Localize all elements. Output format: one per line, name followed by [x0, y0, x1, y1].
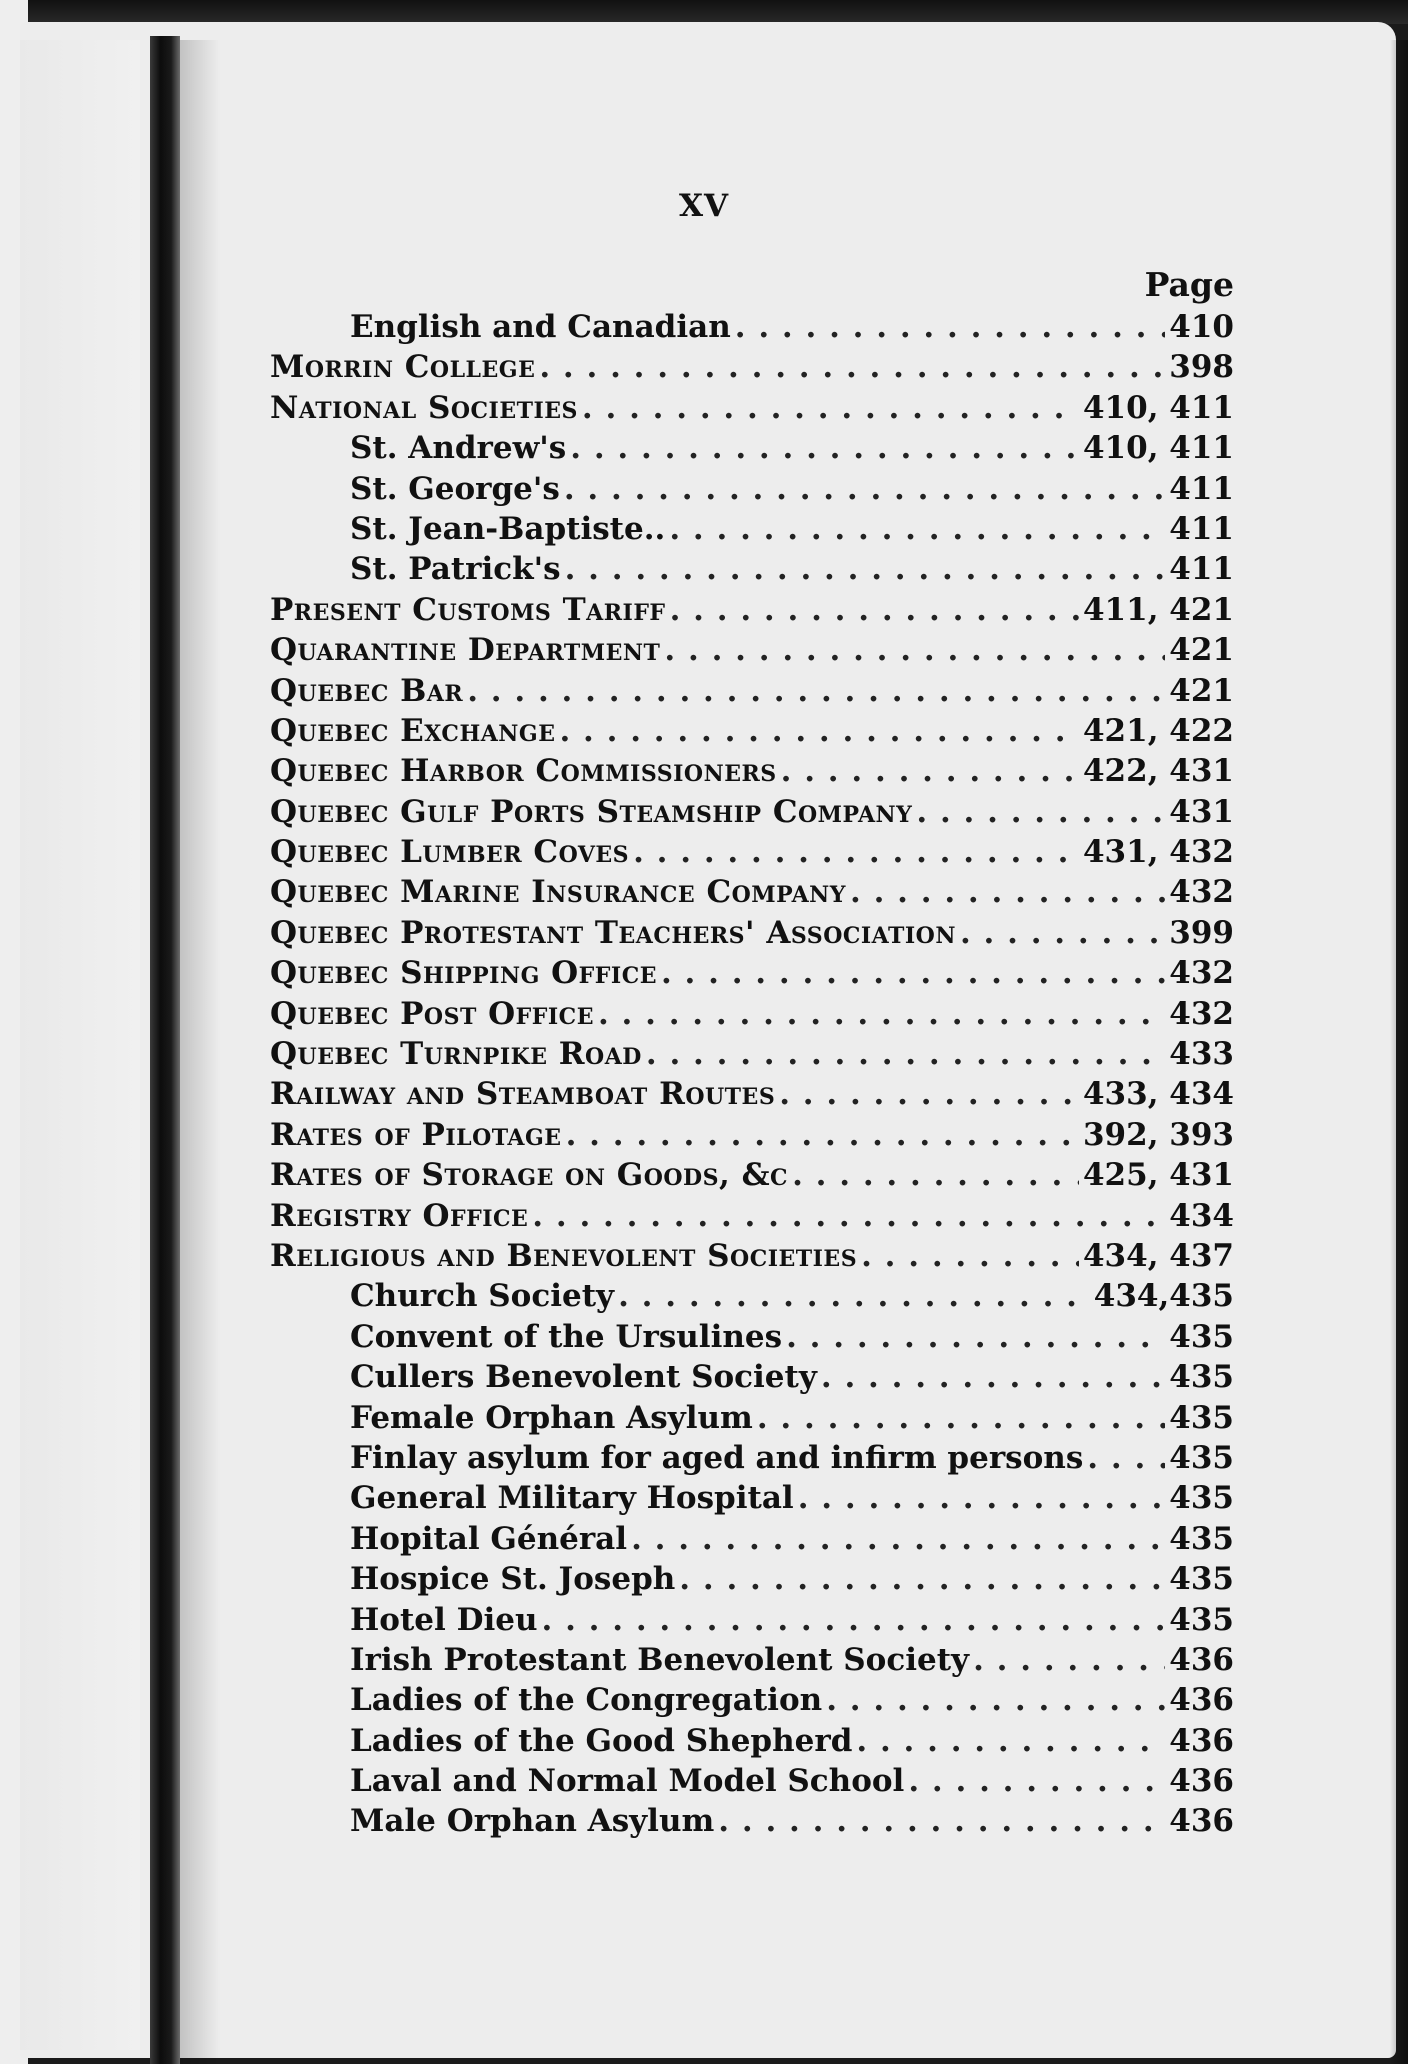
index-entry [270, 1196, 1234, 1236]
index-entry-page: 425, 431 [1082, 1157, 1234, 1194]
index-entry-page: 435 [1169, 1439, 1234, 1476]
index-entry-title: Religious and Benevolent Societies [270, 1237, 858, 1274]
dot-leader [532, 1196, 1165, 1236]
dot-leader [559, 711, 1079, 751]
index-entry-title: Laval and Normal Model School [350, 1763, 905, 1800]
index-entry-title: Hopital Général [350, 1520, 628, 1557]
index-entry [270, 1155, 1234, 1195]
dot-leader [798, 1478, 1166, 1518]
index-entry-page: 436 [1169, 1803, 1234, 1840]
index-entry-page: 410, 411 [1082, 389, 1234, 426]
dot-leader [916, 792, 1165, 832]
dot-leader [1087, 1438, 1165, 1478]
dot-leader [718, 1801, 1165, 1841]
index-entry-title: Quebec Bar [270, 672, 464, 709]
dot-leader [598, 994, 1165, 1034]
index-entry-page: 436 [1169, 1682, 1234, 1719]
index-entry-title: St. Jean-Baptiste.. [350, 510, 666, 547]
index-entry-page: 421, 422 [1082, 712, 1234, 749]
index-entry-title: Hospice St. Joseph [350, 1561, 676, 1598]
index-entry-page: 398 [1169, 349, 1234, 386]
index-entry-page: 435 [1169, 1399, 1234, 1436]
dot-leader [582, 388, 1079, 428]
index-entry-title: Morrin College [270, 349, 536, 386]
dot-leader [786, 1317, 1165, 1357]
index-entry-title: Quebec Turnpike Road [270, 1036, 642, 1073]
index-entry-title: Ladies of the Congregation [350, 1682, 823, 1719]
index-entry [270, 469, 1234, 509]
dot-leader [467, 671, 1165, 711]
index-entry-page: 431 [1169, 793, 1234, 830]
dot-leader [973, 1640, 1165, 1680]
dot-leader [861, 1236, 1079, 1276]
dot-leader [757, 1398, 1165, 1438]
index-entry [270, 1761, 1234, 1801]
index-entry-title: Quebec Shipping Office [270, 955, 657, 992]
index-entry-title: Quebec Protestant Teachers' Association [270, 914, 956, 951]
index-entry-page: 422, 431 [1082, 753, 1234, 790]
index-entry [270, 509, 1234, 549]
index-entry [270, 832, 1234, 872]
dot-leader [908, 1761, 1165, 1801]
index-entry [270, 1317, 1234, 1357]
dot-leader [661, 953, 1165, 993]
index-entry-title: Male Orphan Asylum [350, 1803, 715, 1840]
index-entry [270, 1519, 1234, 1559]
index-entry [270, 1357, 1234, 1397]
index-entry [270, 994, 1234, 1034]
index-entry-title: St. Andrew's [350, 430, 567, 467]
index-entry [270, 1074, 1234, 1114]
dot-leader [821, 1357, 1165, 1397]
index-entry-page: 411 [1169, 551, 1234, 588]
dot-leader [735, 307, 1166, 347]
index-entry-title: Rates of Pilotage [270, 1116, 562, 1153]
index-entry [270, 1276, 1234, 1316]
index-entry-page: 435 [1169, 1359, 1234, 1396]
index-entry-page: 432 [1169, 955, 1234, 992]
index-entry [270, 1115, 1234, 1155]
index-entry [270, 913, 1234, 953]
index-entry-page: 433, 434 [1082, 1076, 1234, 1113]
index-entry [270, 1680, 1234, 1720]
index-entry-title: Ladies of the Good Shepherd [350, 1722, 853, 1759]
dot-leader [631, 1519, 1165, 1559]
index-entry-page: 399 [1169, 914, 1234, 951]
index-entry-page: 421 [1169, 632, 1234, 669]
dot-leader [542, 1600, 1166, 1640]
dot-leader [565, 549, 1166, 589]
index-entry [270, 307, 1234, 347]
index-entry [270, 1721, 1234, 1761]
dot-leader [618, 1276, 1090, 1316]
index-entry [270, 1801, 1234, 1841]
dot-leader [670, 590, 1079, 630]
index-entry [270, 1640, 1234, 1680]
index-entry-page: 434 [1169, 1197, 1234, 1234]
index-entry [270, 1600, 1234, 1640]
binding-shadow [180, 40, 220, 2064]
index-entry [270, 549, 1234, 589]
dot-leader [669, 509, 1165, 549]
dot-leader [856, 1721, 1165, 1761]
index-entry [270, 1398, 1234, 1438]
index-entry-page: 410, 411 [1082, 430, 1234, 467]
dot-leader [792, 1155, 1079, 1195]
index-entry-page: 433 [1169, 1036, 1234, 1073]
index-entry [270, 953, 1234, 993]
index-entry-title: Rates of Storage on Goods, &c [270, 1157, 789, 1194]
index-entry-page: 434,435 [1093, 1278, 1234, 1315]
index-entry-page: 432 [1169, 874, 1234, 911]
index-entry [270, 590, 1234, 630]
dot-leader [633, 832, 1079, 872]
index-entry-page: 434, 437 [1082, 1237, 1234, 1274]
dot-leader [566, 1115, 1079, 1155]
index-entry-title: Quebec Exchange [270, 712, 556, 749]
index-entry-title: National Societies [270, 389, 578, 426]
index-list [270, 307, 1234, 1842]
index-entry-page: 436 [1169, 1722, 1234, 1759]
index-entry [270, 711, 1234, 751]
index-entry [270, 388, 1234, 428]
index-entry-title: Railway and Steamboat Routes [270, 1076, 776, 1113]
index-entry-title: Registry Office [270, 1197, 529, 1234]
index-entry-title: Quebec Lumber Coves [270, 834, 630, 871]
index-entry-page: 431, 432 [1082, 834, 1234, 871]
index-entry-page: 436 [1169, 1763, 1234, 1800]
index-entry-title: Convent of the Ursulines [350, 1318, 783, 1355]
index-entry [270, 671, 1234, 711]
index-entry-title: General Military Hospital [350, 1480, 794, 1517]
index-entry [270, 347, 1234, 387]
index-entry-title: Present Customs Tariff [270, 591, 666, 628]
index-entry [270, 630, 1234, 670]
index-entry-title: Church Society [350, 1278, 615, 1315]
index-entry-page: 392, 393 [1082, 1116, 1234, 1153]
index-entry [270, 1559, 1234, 1599]
dot-leader [779, 1074, 1079, 1114]
index-entry-title: Finlay asylum for aged and infirm persons [350, 1439, 1084, 1476]
index-entry [270, 872, 1234, 912]
index-entry-title: Quebec Harbor Commissioners [270, 753, 777, 790]
index-entry-title: English and Canadian [350, 309, 731, 345]
index-entry [270, 1478, 1234, 1518]
index-entry-title: Female Orphan Asylum [350, 1399, 753, 1436]
index-entry-title: St. George's [350, 470, 560, 507]
index-entry-page: 432 [1169, 995, 1234, 1032]
index-entry [270, 1236, 1234, 1276]
index-entry-page: 411 [1169, 470, 1234, 507]
index-entry-page: 435 [1169, 1480, 1234, 1517]
book-binding [150, 36, 180, 2064]
index-entry [270, 1034, 1234, 1074]
index-entry-title: Quebec Marine Insurance Company [270, 874, 846, 911]
dot-leader [826, 1680, 1165, 1720]
index-entry [270, 428, 1234, 468]
index-entry-page: 435 [1169, 1561, 1234, 1598]
right-edge-shadow [1390, 40, 1408, 2064]
dot-leader [679, 1559, 1165, 1599]
index-entry-title: Irish Protestant Benevolent Society [350, 1641, 970, 1678]
dot-leader [850, 872, 1165, 912]
index-entry-page: 435 [1169, 1601, 1234, 1638]
index-entry-title: Cullers Benevolent Society [350, 1359, 817, 1396]
index-entry-page: 411 [1169, 510, 1234, 547]
dot-leader [664, 630, 1165, 670]
dot-leader [646, 1034, 1165, 1074]
page-column-heading: Page [1144, 265, 1234, 304]
top-edge-shadow [0, 0, 1408, 24]
index-entry-page: 435 [1169, 1520, 1234, 1557]
dot-leader [539, 347, 1165, 387]
dot-leader [564, 469, 1165, 509]
index-entry-page: 411, 421 [1082, 591, 1234, 628]
index-entry-title: St. Patrick's [350, 551, 561, 588]
page-folio: XV [678, 188, 730, 224]
index-entry-title: Hotel Dieu [350, 1601, 538, 1638]
index-entry [270, 751, 1234, 791]
index-entry [270, 1438, 1234, 1478]
index-entry-title: Quarantine Department [270, 632, 661, 669]
dot-leader [570, 428, 1079, 468]
index-entry-page: 436 [1169, 1641, 1234, 1678]
dot-leader [781, 751, 1079, 791]
index-entry-page: 421 [1169, 672, 1234, 709]
index-entry-title: Quebec Gulf Ports Steamship Company [270, 793, 913, 830]
index-entry-title: Quebec Post Office [270, 995, 594, 1032]
dot-leader [960, 913, 1165, 953]
index-entry [270, 792, 1234, 832]
index-entry-page: 435 [1169, 1318, 1234, 1355]
facing-page-sliver [20, 40, 140, 2050]
index-entry-page: 410 [1169, 309, 1234, 345]
